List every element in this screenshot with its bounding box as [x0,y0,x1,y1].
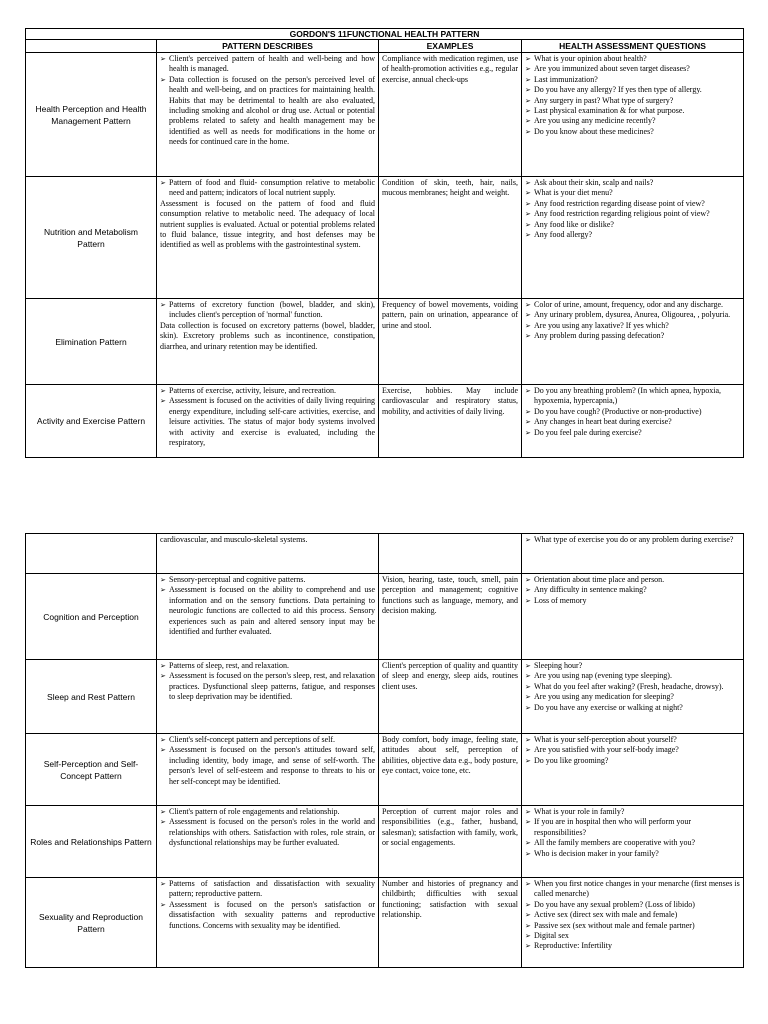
question-bullet: ➢ Any food like or dislike? [525,220,740,230]
pattern-description [157,385,379,458]
pattern-description [157,299,379,385]
question-bullet: ➢ Last immunization? [525,75,740,85]
description-bullet: ➢ Patterns of excretory function (bowel, bladder, and skin), includes client's perception of 'normal' function. [160,300,375,321]
question-bullet: ➢ Do you have cough? (Productive or non-productive) [525,407,740,417]
question-bullet: ➢ Any food restriction regarding religious point of view? [525,209,740,219]
question-bullet: ➢ Do you have any exercise or walking at night? [525,703,740,713]
pattern-description [157,734,379,806]
question-bullet: ➢ Orientation about time place and person. [525,575,740,585]
question-bullet: ➢ Any food restriction regarding disease point of view? [525,199,740,209]
description-bullet: ➢ Patterns of sleep, rest, and relaxation. [160,661,375,671]
description-bullet: ➢ Client's self-concept pattern and perceptions of self. [160,735,375,745]
pattern-name: Sleep and Rest Pattern [26,660,157,734]
pattern-name: Elimination Pattern [26,299,157,385]
pattern-name: Activity and Exercise Pattern [26,385,157,458]
pattern-name: Health Perception and Health Management Pattern [26,53,157,177]
pattern-examples [379,534,522,574]
question-bullet: ➢ Do you have any sexual problem? (Loss of libido) [525,900,740,910]
description-bullet: ➢ Data collection is focused on the person's perceived level of health and well-being, and on practices for maintaining health. Habits that may be detrimental to health are also evaluated, including smoking and alcohol or drug use. Actual or potential problems related to safety and health management may be identified as well as needs for modifications in the home or needs for continued care in the home. [160,75,375,148]
pattern-name: Sexuality and Reproduction Pattern [26,878,157,968]
pattern-description [157,660,379,734]
pattern-description [157,806,379,878]
question-bullet: ➢ Do you know about these medicines? [525,127,740,137]
description-bullet: ➢ Patterns of exercise, activity, leisure, and recreation. [160,386,375,396]
pattern-row [26,734,744,806]
question-bullet: ➢ Are you using any laxative? If yes which? [525,321,740,331]
assessment-questions [522,53,744,177]
document-title: GORDON'S 11FUNCTIONAL HEALTH PATTERN [26,29,744,40]
pattern-examples: Compliance with medication regimen, use of health-promotion activities e.g., regular exercise, annual check-ups [379,53,522,177]
description-bullet: ➢ Client's perceived pattern of health and well-being and how health is managed. [160,54,375,75]
assessment-questions [522,806,744,878]
health-pattern-table-page-1 [25,28,744,458]
question-bullet: ➢ What is your self-perception about yourself? [525,735,740,745]
pattern-row [26,385,744,458]
question-bullet: ➢ Do you have any allergy? If yes then type of allergy. [525,85,740,95]
question-bullet: ➢ Reproductive: Infertility [525,941,740,951]
question-bullet: ➢ Do you any breathing problem? (In which apnea, hypoxia, hypoxemia, hypercapnia,) [525,386,740,407]
question-bullet: ➢ Do you feel pale during exercise? [525,428,740,438]
question-bullet: ➢ Passive sex (sex without male and female partner) [525,921,740,931]
question-bullet: ➢ Color of urine, amount, frequency, odor and any discharge. [525,300,740,310]
description-bullet: ➢ Assessment is focused on the person's attitudes toward self, including identity, body image, and sense of self-worth. The person's level of self-esteem and response to threats to his or her self-concept may be identified. [160,745,375,787]
pattern-description [157,534,379,574]
question-bullet: ➢ Any problem during passing defecation? [525,331,740,341]
pattern-row [26,878,744,968]
description-bullet: ➢ Pattern of food and fluid- consumption relative to metabolic need and pattern; indicators of local nutrient supply. [160,178,375,199]
pattern-row [26,299,744,385]
question-bullet: ➢ Are you immunized about seven target diseases? [525,64,740,74]
pattern-examples: Condition of skin, teeth, hair, nails, mucous membranes; height and weight. [379,177,522,299]
description-paragraph: Data collection is focused on excretory patterns (bowel, bladder, skin). Excretory problems such as incontinence, constipation, diarrhea, and urinary retention may be identified. [160,320,375,351]
question-bullet: ➢ When you first notice changes in your menarche (first menses is called menarche) [525,879,740,900]
question-bullet: ➢ What do you feel after waking? (Fresh, headache, drowsy). [525,682,740,692]
description-bullet: ➢ Client's pattern of role engagements and relationship. [160,807,375,817]
table-header-row [26,40,744,53]
description-paragraph: Assessment is focused on the pattern of food and fluid consumption relative to metabolic need. The adequacy of local nutrient supplies is evaluated. Actual or potential problems related to fluid balance, tissue integrity, and host defenses may be identified as well as problems with the gastrointestinal system. [160,198,375,250]
assessment-questions [522,660,744,734]
question-bullet: ➢ What is your diet menu? [525,188,740,198]
pattern-examples: Number and histories of pregnancy and childbirth; difficulties with sexual functioning; satisfaction with sexual relationship. [379,878,522,968]
assessment-questions [522,878,744,968]
description-bullet: ➢ Patterns of satisfaction and dissatisfaction with sexuality pattern; reproductive pattern. [160,879,375,900]
pattern-examples: Exercise, hobbies. May include cardiovascular and respiratory status, mobility, and activities of daily living. [379,385,522,458]
pattern-row [26,534,744,574]
pattern-name: Roles and Relationships Pattern [26,806,157,878]
question-bullet: ➢ All the family members are cooperative with you? [525,838,740,848]
description-bullet: ➢ Assessment is focused on the person's sleep, rest, and relaxation practices. Dysfunctional sleep patterns, fatigue, and responses to sleep deprivation may be identified. [160,671,375,702]
question-bullet: ➢ Any surgery in past? What type of surgery? [525,96,740,106]
description-bullet: ➢ Assessment is focused on the person's roles in the world and relationships with others. Satisfaction with roles, role strain, or dysfunctional relationships may be further evaluated. [160,817,375,848]
question-bullet: ➢ Any changes in heart beat during exercise? [525,417,740,427]
assessment-questions [522,574,744,660]
question-bullet: ➢ What is your opinion about health? [525,54,740,64]
pattern-examples: Client's perception of quality and quantity of sleep and energy, sleep aids, routines client uses. [379,660,522,734]
assessment-questions [522,177,744,299]
header-cell [26,40,157,53]
pattern-name: Nutrition and Metabolism Pattern [26,177,157,299]
pattern-name: Cognition and Perception [26,574,157,660]
description-paragraph: cardiovascular, and musculo-skeletal systems. [160,535,308,544]
pattern-description [157,177,379,299]
question-bullet: ➢ What type of exercise you do or any problem during exercise? [525,535,740,545]
pattern-name [26,534,157,574]
question-bullet: ➢ Do you like grooming? [525,756,740,766]
header-cell: EXAMPLES [379,40,522,53]
question-bullet: ➢ Who is decision maker in your family? [525,849,740,859]
header-cell: HEALTH ASSESSMENT QUESTIONS [522,40,744,53]
description-bullet: ➢ Assessment is focused on the person's satisfaction or dissatisfaction with sexuality patterns and reproductive functions. Concerns with sexuality may be identified. [160,900,375,931]
assessment-questions [522,299,744,385]
question-bullet: ➢ Ask about their skin, scalp and nails? [525,178,740,188]
pattern-row [26,660,744,734]
assessment-questions [522,734,744,806]
pattern-examples: Vision, hearing, taste, touch, smell, pain perception and management; cognitive functions such as language, memory, and decision making. [379,574,522,660]
pattern-examples: Perception of current major roles and responsibilities (e.g., father, husband, salesman); satisfaction with family, work, or social engagements. [379,806,522,878]
question-bullet: ➢ Last physical examination & for what purpose. [525,106,740,116]
pattern-row [26,53,744,177]
pattern-row [26,177,744,299]
question-bullet: ➢ Any food allergy? [525,230,740,240]
pattern-name: Self-Perception and Self-Concept Pattern [26,734,157,806]
question-bullet: ➢ Sleeping hour? [525,661,740,671]
question-bullet: ➢ Any difficulty in sentence making? [525,585,740,595]
pattern-examples: Body comfort, body image, feeling state, attitudes about self, perception of abilities, objective data e.g., body posture, eye contact, voice tone, etc. [379,734,522,806]
pattern-examples: Frequency of bowel movements, voiding pattern, pain on urination, appearance of urine and stool. [379,299,522,385]
question-bullet: ➢ Are you using nap (evening type sleeping). [525,671,740,681]
pattern-row [26,806,744,878]
question-bullet: ➢ Loss of memory [525,596,740,606]
assessment-questions [522,385,744,458]
assessment-questions [522,534,744,574]
question-bullet: ➢ What is your role in family? [525,807,740,817]
pattern-description [157,878,379,968]
question-bullet: ➢ Are you using any medicine recently? [525,116,740,126]
header-cell: PATTERN DESCRIBES [157,40,379,53]
description-bullet: ➢ Sensory-perceptual and cognitive patterns. [160,575,375,585]
question-bullet: ➢ Active sex (direct sex with male and female) [525,910,740,920]
question-bullet: ➢ Digital sex [525,931,740,941]
pattern-description [157,53,379,177]
question-bullet: ➢ Are you using any medication for sleeping? [525,692,740,702]
pattern-row [26,574,744,660]
question-bullet: ➢ Any urinary problem, dysurea, Anurea, Oligourea, , polyuria. [525,310,740,320]
question-bullet: ➢ If you are in hospital then who will perform your responsibilities? [525,817,740,838]
description-bullet: ➢ Assessment is focused on the ability to comprehend and use information and on the sensory functions. Data pertaining to neurologic functions are collected to aid this process. Sensory experiences such as pain and altered sensory input may be identified and further evaluated. [160,585,375,637]
description-bullet: ➢ Assessment is focused on the activities of daily living requiring energy expenditure, including self-care activities, exercise, and leisure activities. The status of major body systems involved with activity and exercise is evaluated, including the respiratory, [160,396,375,448]
question-bullet: ➢ Are you satisfied with your self-body image? [525,745,740,755]
health-pattern-table-page-2 [25,533,744,968]
pattern-description [157,574,379,660]
